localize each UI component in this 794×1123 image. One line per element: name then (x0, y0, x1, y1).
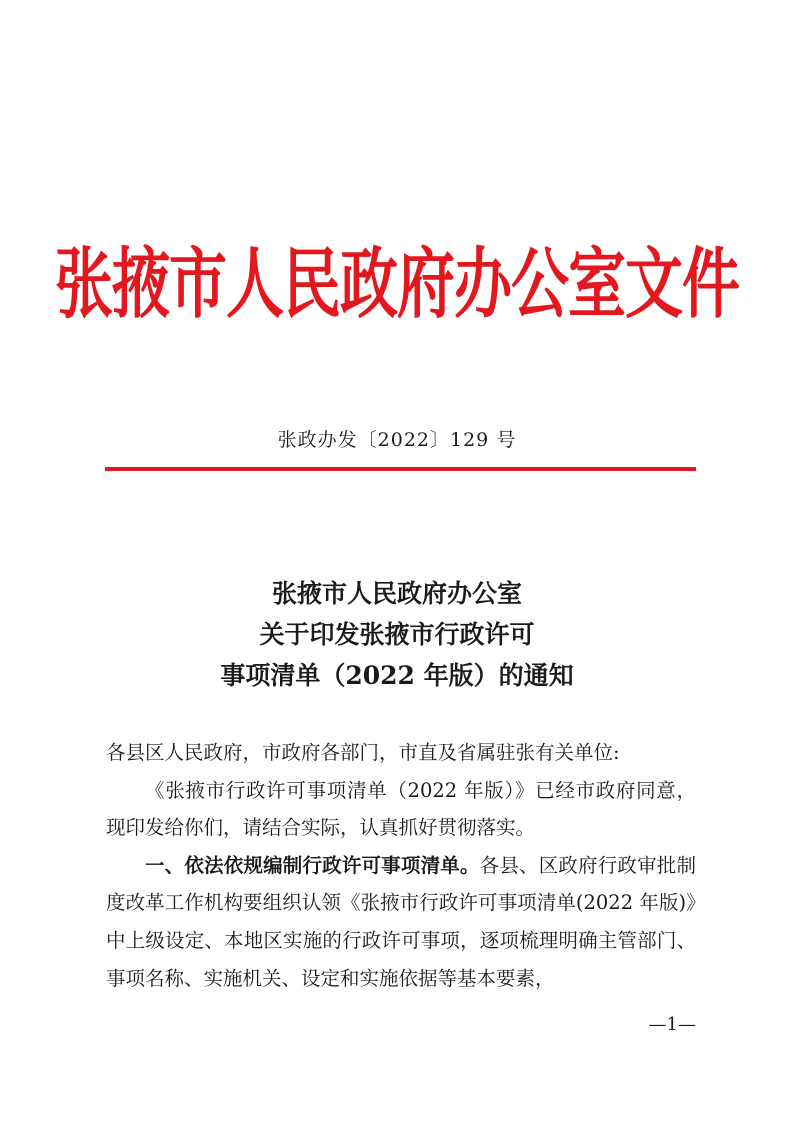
section-1-heading: 一、依法依规编制行政许可事项清单。 (145, 853, 480, 877)
body-section-1 (106, 847, 696, 997)
page-number: —1— (648, 1014, 696, 1035)
notice-body (106, 734, 696, 997)
notice-title (0, 573, 794, 696)
section-1-text: 各县、区政府行政审批制度改革工作机构要组织认领《张掖市行政许可事项清单(2022 年版)》中上级设定、本地区实施的行政许可事项，逐项梳理明确主管部门、事项名称、实施机关、设定和实施依据等基本要素， (106, 853, 696, 990)
notice-title-line-1: 张掖市人民政府办公室 (271, 579, 522, 608)
notice-title-line-2: 关于印发张掖市行政许可 (259, 620, 535, 649)
document-number: 张政办发〔2022〕129 号 (277, 429, 517, 451)
notice-title-line-3: 事项清单（2022 年版）的通知 (220, 661, 574, 690)
body-paragraph-1: 《张掖市行政许可事项清单（2022 年版）》已经市政府同意，现印发给你们，请结合实际，认真抓好贯彻落实。 (106, 778, 696, 840)
red-separator-rule (105, 467, 696, 471)
masthead-title: 张掖市人民政府办公室文件 (54, 239, 739, 329)
salutation: 各县区人民政府，市政府各部门，市直及省属驻张有关单位: (106, 741, 620, 764)
